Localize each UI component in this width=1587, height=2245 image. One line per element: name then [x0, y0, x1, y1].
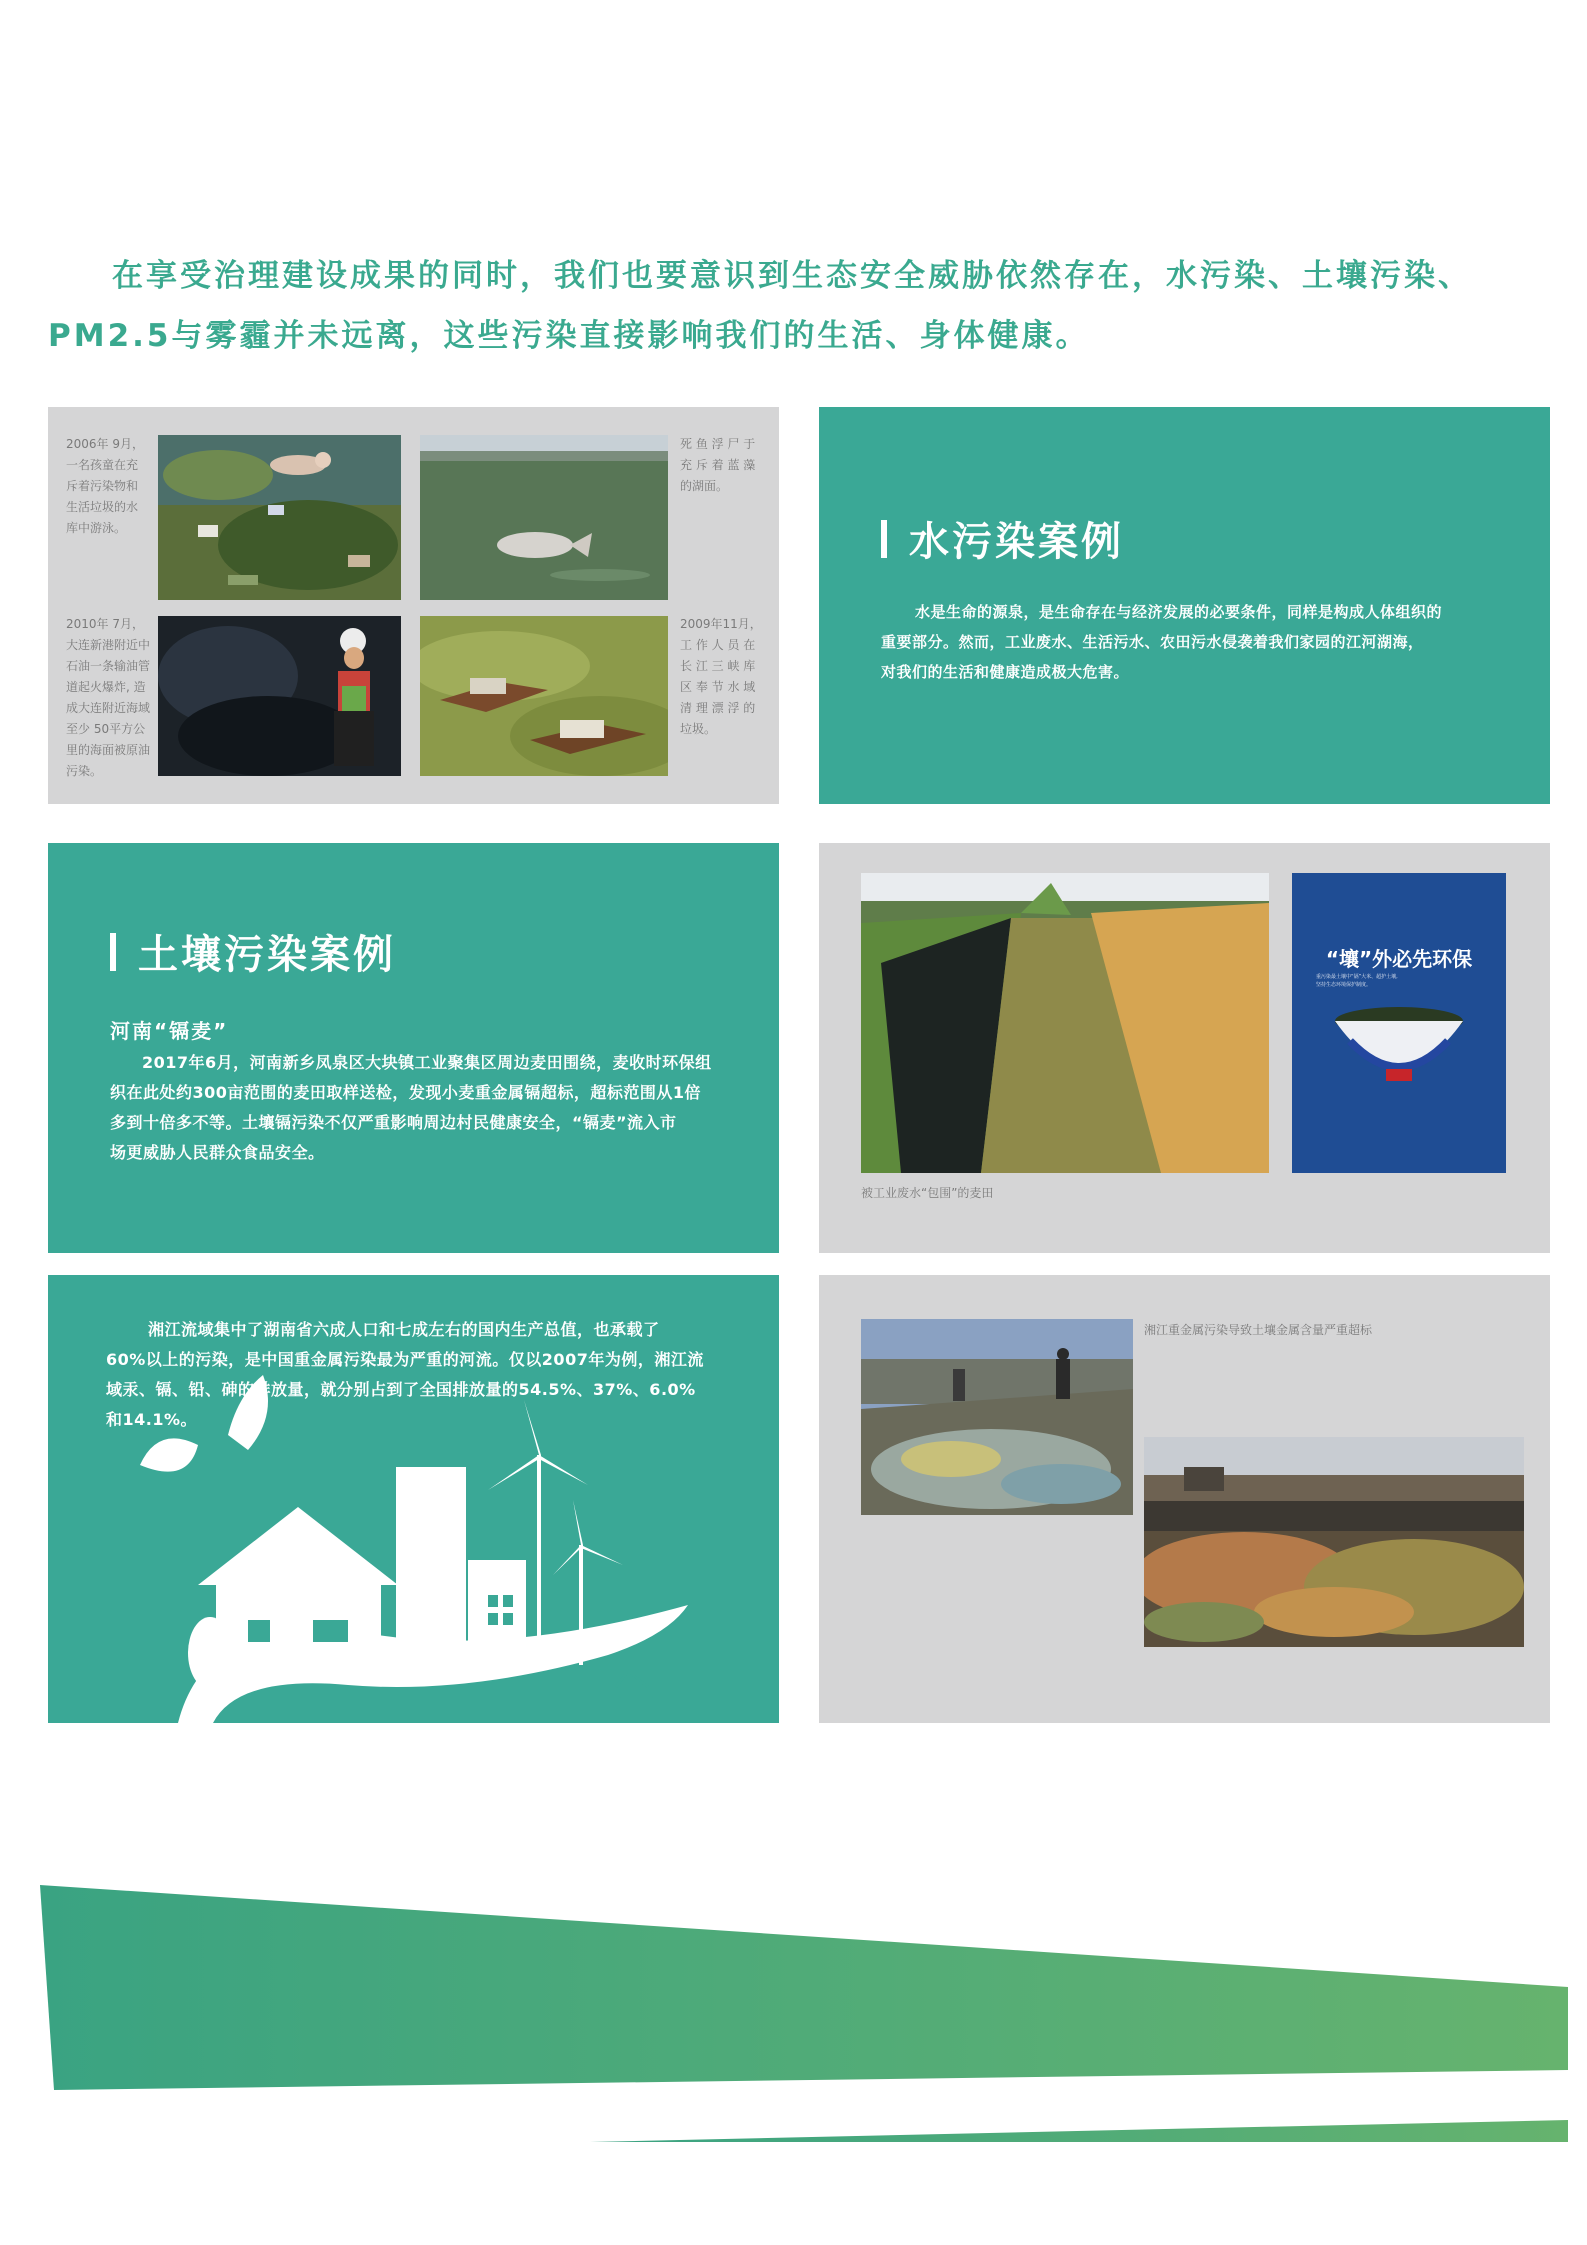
heavy-metal-photo-panel — [819, 1275, 1550, 1723]
wheat-photo-panel — [819, 843, 1550, 1253]
soil-case-title: 土壤污染案例 — [110, 923, 396, 980]
photo-caption-4: 2009年11月， 工 作 人 员 在 长 江 三 峡 库 区 奉 节 水 域 清 理 漂 浮 的 垃圾。 — [680, 617, 762, 736]
soil-case-panel — [48, 843, 779, 1253]
photo-boats-cleanup — [420, 616, 668, 776]
wheat-photo-caption: 被工业废水“包围”的麦田 — [861, 1186, 994, 1200]
intro-line-1: 在享受治理建设成果的同时，我们也要意识到生态安全威胁依然存在，水污染、土壤污染、 — [112, 258, 1472, 294]
intro-line-2: PM2.5与雾霾并未远离，这些污染直接影响我们的生活、身体健康。 — [48, 318, 1090, 354]
title-bar — [110, 933, 116, 971]
title-bar — [881, 520, 887, 558]
water-case-body: 水是生命的源泉，是生命存在与经济发展的必要条件，同样是构成人体组织的 重要部分。然而，工业废水、生活污水、农田污水侵袭着我们家园的江河湖海， 对我们的生活和健康造成极大危害。 — [881, 603, 1443, 681]
photo-oil-spill-worker — [158, 616, 401, 776]
photo-villagers-contaminated-soil — [861, 1319, 1133, 1515]
poster-subtitle-1: 重污染最土壤中“镉”大米、超护土壤, — [1316, 974, 1398, 980]
photo-caption-1: 2006年 9月， 一名孩童在充 斥着污染物和 生活垃圾的水 库中游泳。 — [66, 437, 144, 535]
water-case-panel — [819, 407, 1550, 804]
soil-case-subhead: 河南“镉麦” — [110, 1019, 229, 1043]
photo-caption-2: 死 鱼 浮 尸 于 充 斥 着 蓝 藻 的湖面。 — [680, 437, 756, 493]
photo-wheat-field-canal — [861, 873, 1269, 1173]
intro-paragraph — [48, 246, 1548, 366]
poster-title: “壤”外必先环保 — [1325, 947, 1473, 971]
water-case-title: 水污染案例 — [881, 510, 1124, 567]
soil-poster — [1292, 873, 1506, 1173]
poster-subtitle-2: 坚持生态环境保护制度。 — [1316, 982, 1372, 988]
photo-child-swimming — [158, 435, 401, 600]
heavy-metal-caption: 湘江重金属污染导致土壤金属含量严重超标 — [1144, 1323, 1373, 1337]
soil-case-body: 2017年6月，河南新乡凤泉区大块镇工业聚集区周边麦田围绕，麦收时环保组 织在此处约300亩范围的麦田取样送检，发现小麦重金属镉超标，超标范围从1倍 多到十倍多不等。土壤镉污染不仅严重影响周边村民健康安全，“镉麦”流入市 场更威胁人民群众食品安全。 — [110, 1053, 712, 1162]
xiang-case-panel — [48, 1275, 779, 1723]
eco-city-illustration — [48, 1275, 779, 1723]
photo-caption-3: 2010年 7月， 大连新港附近中 石油一条输油管 道起火爆炸, 造 成大连附近海域 至少 50平方公 里的海面被原油 污染。 — [66, 617, 151, 778]
photo-dead-fish — [420, 435, 668, 600]
bicycle-icon — [606, 1667, 658, 1697]
bowl-of-soil-icon — [1292, 873, 1506, 1173]
xiang-case-body: 湘江流域集中了湖南省六成人口和七成左右的国内生产总值，也承载了 60%以上的污染，是中国重金属污染最为严重的河流。仅以2007年为例，湘江流 域汞、镉、铅、砷的排放量，就分别占到了全国排放量的54.5%、37%、6.0% 和14.1%。 — [106, 1320, 704, 1429]
water-photo-panel — [48, 407, 779, 804]
photo-polluted-land — [1144, 1437, 1524, 1647]
